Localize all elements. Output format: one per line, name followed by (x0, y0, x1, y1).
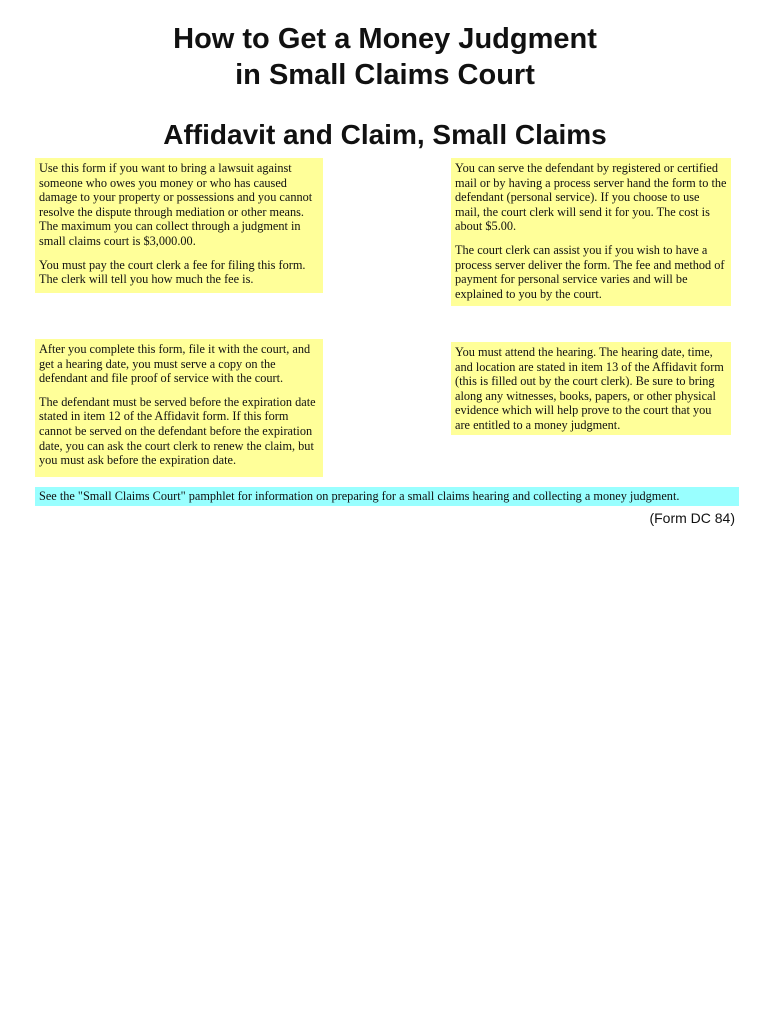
note-paragraph: The court clerk can assist you if you wish to have a process server deliver the form. The fee and method of payment for personal service varies and will be explained to you by the court. (455, 242, 725, 301)
page-title-line-2: in Small Claims Court (235, 59, 535, 91)
form-subtitle: Affidavit and Claim, Small Claims (163, 119, 607, 150)
instruction-note-filing (35, 158, 323, 293)
instruction-note-service-method (451, 158, 731, 306)
note-paragraph: You can serve the defendant by registered or certified mail or by having a process server hand the form to the defendant (personal service). If you choose to use mail, the court clerk will send it for you. The cost is about $5.00. (455, 161, 727, 234)
instruction-note-hearing (451, 342, 731, 435)
note-paragraph: The defendant must be served before the expiration date stated in item 12 of the Affidavit form. If this form cannot be served on the defendant before the expiration date, you can ask the court clerk to renew the claim, but you must ask before the expiration date. (39, 394, 316, 468)
page-title-line-1: How to Get a Money Judgment (173, 23, 597, 55)
instruction-note-serving (35, 339, 323, 477)
note-paragraph: You must attend the hearing. The hearing date, time, and location are stated in item 13 of the Affidavit form (this is filled out by the court clerk). Be sure to bring along any witnesses, books, papers, or other physical evidence which will help prove to the court that you are entitled to a money judgment. (455, 345, 724, 432)
pamphlet-reference-banner: See the "Small Claims Court" pamphlet for information on preparing for a small claims hearing and collecting a money judgment. (35, 487, 739, 506)
form-number: (Form DC 84) (649, 510, 735, 526)
note-paragraph: Use this form if you want to bring a lawsuit against someone who owes you money or who has caused damage to your property or possessions and you cannot resolve the dispute through mediation or other means. The maximum you can collect through a judgment in small claims court is $3,000.00. (39, 161, 313, 248)
note-paragraph: You must pay the court clerk a fee for filing this form. The clerk will tell you how much the fee is. (39, 257, 306, 287)
note-paragraph: After you complete this form, file it with the court, and get a hearing date, you must serve a copy on the defendant and file proof of service with the court. (39, 342, 311, 386)
